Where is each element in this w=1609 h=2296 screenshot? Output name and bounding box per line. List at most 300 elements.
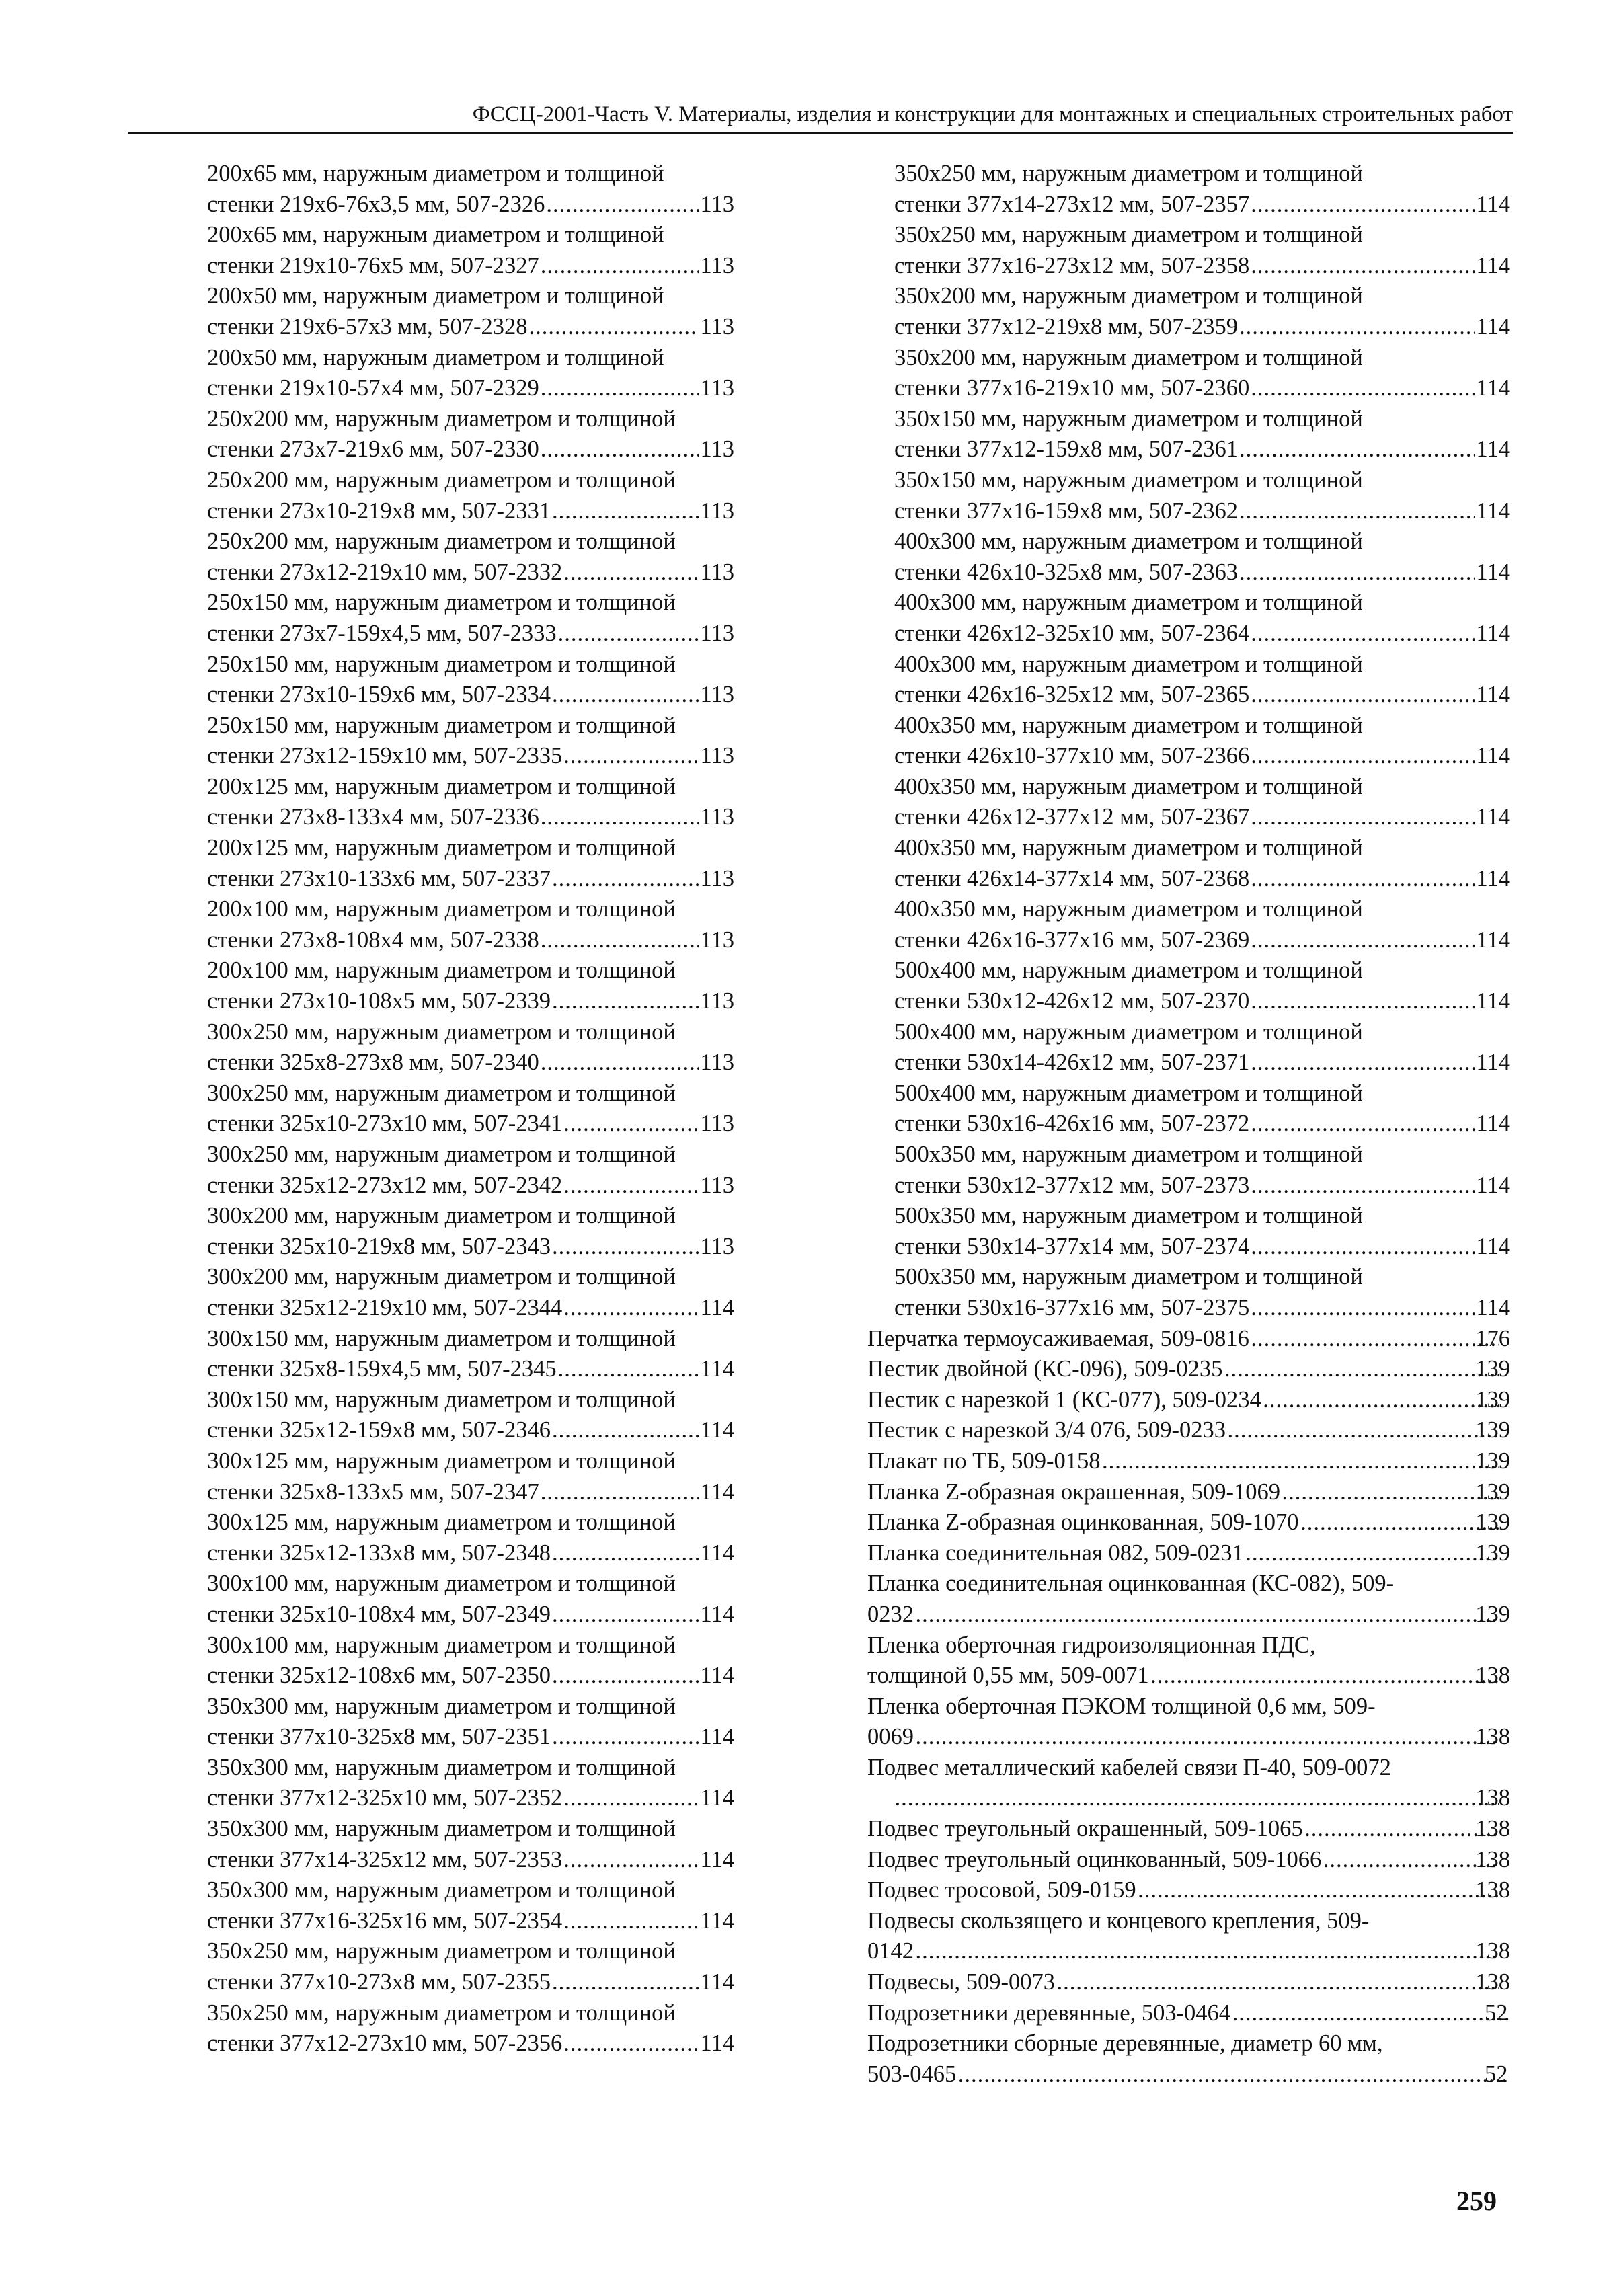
entry-first-line: 300x250 мм, наружным диаметром и толщиной: [207, 1080, 676, 1106]
dot-leader: [552, 1599, 699, 1630]
entry-first-line: 350x200 мм, наружным диаметром и толщиной: [894, 283, 1363, 309]
entry-last-line: [894, 864, 1510, 895]
index-entry: [180, 833, 734, 894]
entry-last-line: [207, 1538, 734, 1569]
dot-leader: [541, 1477, 699, 1508]
entry-continuation: стенки 426x12-325x10 мм, 507-2364: [894, 620, 1250, 646]
entry-last-line: [207, 986, 734, 1017]
entry-continuation: стенки 377x12-159x8 мм, 507-2361: [894, 436, 1239, 463]
entry-continuation: стенки 325x8-273x8 мм, 507-2340: [207, 1050, 539, 1076]
entry-page-number: 139: [1475, 1601, 1510, 1627]
entry-last-line: [894, 1109, 1510, 1140]
index-entry: [180, 1507, 734, 1569]
entry-continuation: стенки 273x7-219x6 мм, 507-2330: [207, 436, 539, 463]
entry-page-number: 114: [1476, 1294, 1510, 1320]
index-entry: [867, 649, 1510, 711]
entry-continuation: стенки 377x14-273x12 мм, 507-2357: [894, 191, 1250, 217]
entry-page-number: 113: [700, 804, 734, 830]
entry-last-line: [207, 2028, 734, 2059]
index-entry: [867, 1017, 1510, 1078]
index-entry: [867, 526, 1510, 588]
entry-text: Подрозетники деревянные, 503-0464: [867, 2000, 1231, 2026]
entry-continuation: стенки 273x10-159x6 мм, 507-2334: [207, 682, 551, 708]
entry-line: [867, 1446, 1510, 1477]
entry-page-number: 114: [1476, 1172, 1510, 1198]
index-entry: [180, 159, 734, 220]
index-entry: [180, 1262, 734, 1323]
entry-continuation: стенки 325x12-219x10 мм, 507-2344: [207, 1294, 563, 1320]
index-entry: [180, 1814, 734, 1875]
entry-last-line: [207, 1477, 734, 1508]
entry-first-line: 350x250 мм, наружным диаметром и толщиной: [207, 2000, 676, 2026]
dot-leader: [1056, 1967, 1499, 1998]
entry-line: [867, 1477, 1510, 1508]
entry-continuation: стенки 530x16-377x16 мм, 507-2375: [894, 1294, 1250, 1320]
entry-continuation: стенки 377x16-219x10 мм, 507-2360: [894, 375, 1250, 401]
index-entry: [180, 526, 734, 588]
entry-page-number: 114: [1476, 1050, 1510, 1076]
index-entry: [867, 1507, 1510, 1538]
entry-first-line: 250x150 мм, наружным диаметром и толщиной: [207, 651, 676, 677]
index-entry: [867, 1845, 1510, 1876]
index-entry: [867, 1814, 1510, 1845]
left-column: [180, 159, 734, 2059]
entry-first-line: 300x125 мм, наружным диаметром и толщиной: [207, 1509, 676, 1536]
entry-continuation: стенки 530x14-377x14 мм, 507-2374: [894, 1233, 1250, 1259]
entry-continuation: стенки 530x12-426x12 мм, 507-2370: [894, 988, 1250, 1015]
entry-first-line: 250x200 мм, наружным диаметром и толщиной: [207, 467, 676, 493]
index-entry: [867, 1753, 1510, 1814]
entry-continuation: стенки 377x10-273x8 мм, 507-2355: [207, 1969, 551, 1995]
entry-first-line: 300x125 мм, наружным диаметром и толщиной: [207, 1448, 676, 1474]
entry-continuation: стенки 377x16-159x8 мм, 507-2362: [894, 498, 1239, 524]
entry-first-line: 400x300 мм, наружным диаметром и толщиной: [894, 590, 1363, 616]
dot-leader: [552, 1232, 699, 1263]
entry-page-number: 113: [700, 1172, 734, 1198]
entry-last-line: [867, 1936, 1510, 1967]
entry-page-number: 138: [1475, 1724, 1510, 1750]
index-entry: [180, 1140, 734, 1201]
index-entry: [867, 1354, 1510, 1385]
dot-leader: [541, 925, 699, 956]
entry-text: Перчатка термоусаживаемая, 509-0816: [867, 1325, 1249, 1351]
entry-last-line: [867, 1661, 1510, 1692]
entry-last-line: [894, 190, 1510, 221]
dot-leader: [915, 1722, 1499, 1753]
entry-continuation: стенки 325x12-273x12 мм, 507-2342: [207, 1172, 563, 1198]
entry-first-line: 250x150 мм, наружным диаметром и толщиной: [207, 590, 676, 616]
index-entry: [867, 955, 1510, 1017]
entry-page-number: 138: [1475, 1877, 1510, 1903]
entry-text: Планка соединительная 082, 509-0231: [867, 1540, 1244, 1566]
entry-first-line: 500x350 мм, наружным диаметром и толщиной: [894, 1264, 1363, 1290]
entry-first-line: 300x100 мм, наружным диаметром и толщиной: [207, 1632, 676, 1658]
entry-text: Подвес тросовой, 509-0159: [867, 1877, 1136, 1903]
entry-continuation: стенки 377x16-273x12 мм, 507-2358: [894, 252, 1250, 278]
index-entry: [180, 955, 734, 1017]
index-entry: [867, 465, 1510, 526]
entry-continuation: стенки 530x12-377x12 мм, 507-2373: [894, 1172, 1250, 1198]
entry-last-line: [207, 1354, 734, 1385]
dot-leader: [529, 312, 699, 343]
entry-continuation: стенки 219x10-57x4 мм, 507-2329: [207, 375, 539, 401]
entry-line: [867, 1507, 1510, 1538]
entry-continuation: стенки 325x8-133x5 мм, 507-2347: [207, 1478, 539, 1505]
entry-continuation: стенки 273x10-133x6 мм, 507-2337: [207, 865, 551, 892]
entry-first-line: Пленка оберточная гидроизоляционная ПДС,: [867, 1632, 1316, 1658]
entry-page-number: 113: [700, 252, 734, 278]
index-entry: [180, 1569, 734, 1630]
entry-last-line: 503-0465 ..... 52: [893, 2059, 1510, 2090]
entry-continuation: стенки 273x8-133x4 мм, 507-2336: [207, 804, 539, 830]
index-entry: [180, 649, 734, 711]
entry-page-number: 114: [1476, 436, 1510, 463]
entry-page-number: 114: [1476, 498, 1510, 524]
entry-page-number: 138: [1475, 1969, 1510, 1995]
entry-last-line: [893, 1783, 1510, 1814]
entry-last-line: [894, 434, 1510, 465]
entry-first-line: 250x200 мм, наружным диаметром и толщиной: [207, 405, 676, 432]
index-entry: [867, 1538, 1510, 1569]
entry-last-line: [207, 1599, 734, 1630]
index-entry: [180, 1201, 734, 1262]
index-entry: [180, 1078, 734, 1140]
dot-leader: [558, 1354, 699, 1385]
dot-leader: [563, 741, 699, 772]
entry-page-number: 139: [1475, 1540, 1510, 1566]
entry-continuation: стенки 325x10-108x4 мм, 507-2349: [207, 1601, 551, 1627]
index-entry: [867, 833, 1510, 894]
entry-last-line: [207, 1906, 734, 1937]
entry-first-line: 300x250 мм, наружным диаметром и толщиной: [207, 1019, 676, 1045]
dot-leader: [552, 986, 699, 1017]
index-entry: [867, 894, 1510, 955]
entry-first-line: 200x125 мм, наружным диаметром и толщиной: [207, 773, 676, 799]
entry-page-number: 114: [700, 1417, 734, 1443]
entry-page-number: 113: [700, 926, 734, 953]
entry-last-line: [207, 1047, 734, 1078]
dot-leader: [1232, 1998, 1509, 2029]
entry-last-line: [207, 1722, 734, 1753]
index-entry: [180, 1936, 734, 1997]
entry-page-number: 114: [700, 1724, 734, 1750]
dot-leader: [563, 1783, 699, 1814]
dot-leader: [558, 619, 699, 649]
entry-page-number: 114: [1476, 620, 1510, 646]
entry-page-number: 114: [700, 1478, 734, 1505]
index-entry: [180, 711, 734, 772]
entry-first-line: 350x300 мм, наружным диаметром и толщиной: [207, 1693, 676, 1719]
entry-line: [867, 1354, 1510, 1385]
entry-text: Подвес треугольный оцинкованный, 509-1066: [867, 1846, 1322, 1872]
entry-first-line: 350x300 мм, наружным диаметром и толщиной: [207, 1816, 676, 1842]
entry-page-number: 114: [1476, 1233, 1510, 1259]
entry-last-line: [207, 1232, 734, 1263]
dot-leader: [552, 680, 699, 711]
entry-page-number: 113: [700, 865, 734, 892]
entry-first-line: 500x400 мм, наружным диаметром и толщиной: [894, 957, 1363, 984]
entry-continuation: стенки 377x16-325x16 мм, 507-2354: [207, 1907, 563, 1934]
entry-first-line: 400x350 мм, наружным диаметром и толщиной: [894, 896, 1363, 922]
entry-line: [867, 1814, 1510, 1845]
index-entry: [867, 1324, 1510, 1355]
index-entry: [180, 404, 734, 465]
entry-continuation: стенки 273x7-159x4,5 мм, 507-2333: [207, 620, 557, 646]
index-entry: [180, 772, 734, 833]
entry-page-number: 138: [1475, 1846, 1510, 1872]
index-entry: [867, 1385, 1510, 1416]
entry-page-number: 138: [1475, 1785, 1510, 1811]
entry-page-number: 114: [1476, 743, 1510, 769]
entry-first-line: 350x300 мм, наружным диаметром и толщиной: [207, 1754, 676, 1780]
entry-continuation: стенки 325x12-159x8 мм, 507-2346: [207, 1417, 551, 1443]
dot-leader: [563, 557, 699, 588]
entry-last-line: [207, 619, 734, 649]
dot-leader: [563, 1171, 699, 1201]
dot-leader: [915, 1599, 1499, 1630]
dot-leader: [1251, 680, 1475, 711]
entry-last-line: [894, 986, 1510, 1017]
entry-page-number: 113: [700, 682, 734, 708]
entry-last-line: [894, 1232, 1510, 1263]
entry-last-line: [894, 619, 1510, 649]
entry-page-number: 114: [700, 1785, 734, 1811]
entry-page-number: 114: [1476, 804, 1510, 830]
entry-page-number: 114: [1476, 559, 1510, 585]
entry-continuation: стенки 426x12-377x12 мм, 507-2367: [894, 804, 1250, 830]
index-entry: [867, 1201, 1510, 1262]
index-entry: [867, 220, 1510, 281]
index-entry: [867, 711, 1510, 772]
entry-first-line: 300x100 мм, наружным диаметром и толщиной: [207, 1571, 676, 1597]
entry-first-line: 200x125 мм, наружным диаметром и толщиной: [207, 835, 676, 861]
entry-last-line: [207, 312, 734, 343]
dot-leader: [546, 190, 699, 221]
index-entry: [180, 1324, 734, 1385]
entry-continuation: стенки 377x12-219x8 мм, 507-2359: [894, 313, 1239, 340]
entry-line: [867, 1324, 1510, 1355]
dot-leader: [1251, 1324, 1499, 1355]
entry-line: [867, 1845, 1510, 1876]
entry-page-number: 114: [700, 2030, 734, 2057]
entry-continuation: стенки 325x10-273x10 мм, 507-2341: [207, 1111, 563, 1137]
entry-page-number: 114: [1476, 865, 1510, 892]
dot-leader: [1251, 802, 1475, 833]
index-entry: [867, 343, 1510, 404]
entry-page-number: 113: [700, 620, 734, 646]
index-entry: [867, 1078, 1510, 1140]
entry-page-number: 114: [1476, 926, 1510, 953]
entry-first-line: 500x400 мм, наружным диаметром и толщиной: [894, 1080, 1363, 1106]
entry-first-line: 250x200 мм, наружным диаметром и толщиной: [207, 528, 676, 555]
entry-first-line: Планка соединительная оцинкованная (КС-082), 509-: [867, 1571, 1395, 1597]
entry-page-number: 138: [1475, 1816, 1510, 1842]
entry-text: Пестик двойной (КС-096), 509-0235: [867, 1356, 1223, 1382]
entry-text: Пестик с нарезкой 1 (КС-077), 509-0234: [867, 1386, 1261, 1413]
entry-continuation: стенки 219x6-57x3 мм, 507-2328: [207, 313, 528, 340]
dot-leader: [552, 1538, 699, 1569]
entry-continuation: стенки 426x10-325x8 мм, 507-2363: [894, 559, 1239, 585]
entry-first-line: 350x250 мм, наружным диаметром и толщиной: [207, 1938, 676, 1965]
entry-last-line: [894, 557, 1510, 588]
entry-first-line: Подрозетники сборные деревянные, диаметр 60 мм,: [867, 2030, 1383, 2057]
entry-last-line: [894, 1293, 1510, 1324]
entry-last-line: [894, 802, 1510, 833]
dot-leader: [563, 1293, 699, 1324]
entry-first-line: 200x100 мм, наружным диаметром и толщиной: [207, 957, 676, 984]
entry-first-line: 350x250 мм, наружным диаметром и толщиной: [894, 161, 1363, 186]
entry-first-line: 400x350 мм, наружным диаметром и толщиной: [894, 835, 1363, 861]
entry-page-number: 176: [1475, 1325, 1510, 1351]
entry-last-line: [207, 496, 734, 527]
entry-last-line: [207, 1845, 734, 1876]
dot-leader: [1251, 251, 1475, 282]
index-entry: [180, 281, 734, 342]
dot-leader: [1239, 496, 1475, 527]
entry-first-line: 300x200 мм, наружным диаметром и толщиной: [207, 1264, 676, 1290]
entry-page-number: 114: [1476, 682, 1510, 708]
page-header: ФССЦ-2001-Часть V. Материалы, изделия и конструкции для монтажных и специальных строительных работ: [472, 102, 1513, 126]
index-entry: [180, 1875, 734, 1936]
index-entry: [180, 894, 734, 955]
dot-leader: [563, 1845, 699, 1876]
dot-leader: [1150, 1661, 1500, 1692]
dot-leader: [1138, 1875, 1500, 1906]
entry-last-line: [207, 373, 734, 404]
entry-page-number: 114: [700, 1294, 734, 1320]
entry-continuation: стенки 325x12-133x8 мм, 507-2348: [207, 1540, 551, 1566]
index-entry: [867, 1692, 1510, 1753]
entry-continuation: стенки 273x10-108x5 мм, 507-2339: [207, 988, 551, 1015]
entry-page-number: 113: [700, 1050, 734, 1076]
entry-first-line: 300x150 мм, наружным диаметром и толщиной: [207, 1325, 676, 1351]
entry-last-line: [894, 312, 1510, 343]
entry-page-number: 139: [1475, 1356, 1510, 1382]
entry-last-line: [207, 925, 734, 956]
dot-leader: [1323, 1845, 1499, 1876]
dot-leader: [563, 1906, 699, 1937]
entry-page-number: 114: [700, 1356, 734, 1382]
entry-last-line: [207, 802, 734, 833]
index-entry: [867, 1140, 1510, 1201]
entry-line: Подрозетники деревянные, 503-0464 ..... 52: [893, 1998, 1510, 2029]
dot-leader: [1263, 1385, 1500, 1416]
entry-text: Плакат по ТБ, 509-0158: [867, 1448, 1101, 1474]
entry-continuation: 0069: [867, 1724, 914, 1750]
index-entry: [867, 159, 1510, 220]
index-entry: [867, 1967, 1510, 1998]
entry-continuation: стенки 273x12-219x10 мм, 507-2332: [207, 559, 563, 585]
dot-leader: [1251, 864, 1475, 895]
entry-text: Подвес треугольный окрашенный, 509-1065: [867, 1816, 1303, 1842]
index-entry: [180, 1692, 734, 1753]
entry-page-number: 113: [700, 313, 734, 340]
entry-first-line: 250x150 мм, наружным диаметром и толщиной: [207, 712, 676, 738]
index-entry: [867, 1446, 1510, 1477]
index-entry: [180, 1385, 734, 1446]
entry-line: [867, 1875, 1510, 1906]
index-entry: [180, 588, 734, 649]
dot-leader: [1251, 1171, 1475, 1201]
entry-first-line: 300x200 мм, наружным диаметром и толщиной: [207, 1203, 676, 1229]
entry-first-line: 300x250 мм, наружным диаметром и толщиной: [207, 1142, 676, 1167]
index-entry: [867, 1262, 1510, 1323]
entry-first-line: 500x350 мм, наружным диаметром и толщиной: [894, 1142, 1363, 1167]
entry-last-line: [207, 1783, 734, 1814]
entry-page-number: 114: [700, 1907, 734, 1934]
entry-last-line: [894, 1171, 1510, 1201]
entry-last-line: [894, 251, 1510, 282]
entry-page-number: 113: [700, 1233, 734, 1259]
index-entry: [867, 772, 1510, 833]
entry-page-number: 113: [700, 375, 734, 401]
entry-page-number: 114: [700, 1969, 734, 1995]
dot-leader: [1251, 741, 1475, 772]
entry-first-line: Подвес металлический кабелей связи П-40, 509-0072: [867, 1754, 1391, 1780]
entry-first-line: Подвесы скользящего и концевого крепления, 509-: [867, 1907, 1370, 1934]
entry-last-line: [207, 1293, 734, 1324]
entry-page-number: 113: [700, 988, 734, 1015]
entry-last-line: [867, 1722, 1510, 1753]
dot-leader: [563, 1109, 699, 1140]
entry-page-number: 113: [700, 559, 734, 585]
dot-leader: [552, 496, 699, 527]
dot-leader: [552, 1661, 699, 1692]
entry-first-line: 300x150 мм, наружным диаметром и толщиной: [207, 1386, 676, 1413]
entry-continuation: стенки 377x10-325x8 мм, 507-2351: [207, 1724, 551, 1750]
entry-last-line: [207, 1171, 734, 1201]
entry-continuation: стенки 377x14-325x12 мм, 507-2353: [207, 1846, 563, 1872]
entry-first-line: 400x300 мм, наружным диаметром и толщиной: [894, 651, 1363, 677]
index-entry: [867, 588, 1510, 649]
entry-last-line: [894, 741, 1510, 772]
dot-leader: [1251, 1047, 1475, 1078]
entry-first-line: 350x150 мм, наружным диаметром и толщиной: [894, 467, 1363, 493]
dot-leader: [541, 802, 699, 833]
dot-leader: [1251, 986, 1475, 1017]
entry-page-number: 113: [700, 743, 734, 769]
index-entry: [180, 465, 734, 526]
entry-page-number: 113: [700, 498, 734, 524]
entry-continuation: стенки 530x14-426x12 мм, 507-2371: [894, 1050, 1250, 1076]
entry-first-line: 400x350 мм, наружным диаметром и толщиной: [894, 773, 1363, 799]
entry-last-line: [207, 1415, 734, 1446]
entry-line: [867, 1385, 1510, 1416]
entry-page-number: 114: [700, 1846, 734, 1872]
right-column: [867, 159, 1510, 2090]
entry-last-line: [894, 925, 1510, 956]
index-entry: [180, 1630, 734, 1692]
entry-continuation: стенки 426x14-377x14 мм, 507-2368: [894, 865, 1250, 892]
entry-continuation: стенки 530x16-426x16 мм, 507-2372: [894, 1111, 1250, 1137]
index-entry: [867, 1906, 1510, 1967]
index-entry: [180, 1753, 734, 1814]
entry-line: [867, 1538, 1510, 1569]
entry-last-line: [207, 190, 734, 221]
entry-continuation: стенки 325x8-159x4,5 мм, 507-2345: [207, 1356, 557, 1382]
entry-page-number: 139: [1475, 1448, 1510, 1474]
dot-leader: [552, 1722, 699, 1753]
entry-first-line: 500x350 мм, наружным диаметром и толщиной: [894, 1203, 1363, 1229]
dot-leader: [541, 1047, 699, 1078]
entry-first-line: 200x100 мм, наружным диаметром и толщиной: [207, 896, 676, 922]
entry-continuation: стенки 325x12-108x6 мм, 507-2350: [207, 1663, 551, 1689]
entry-line: [867, 1967, 1510, 1998]
entry-first-line: 500x400 мм, наружным диаметром и толщиной: [894, 1019, 1363, 1045]
index-entry: [867, 1998, 1510, 2029]
index-entry: [867, 1875, 1510, 1906]
entry-last-line: [894, 1047, 1510, 1078]
